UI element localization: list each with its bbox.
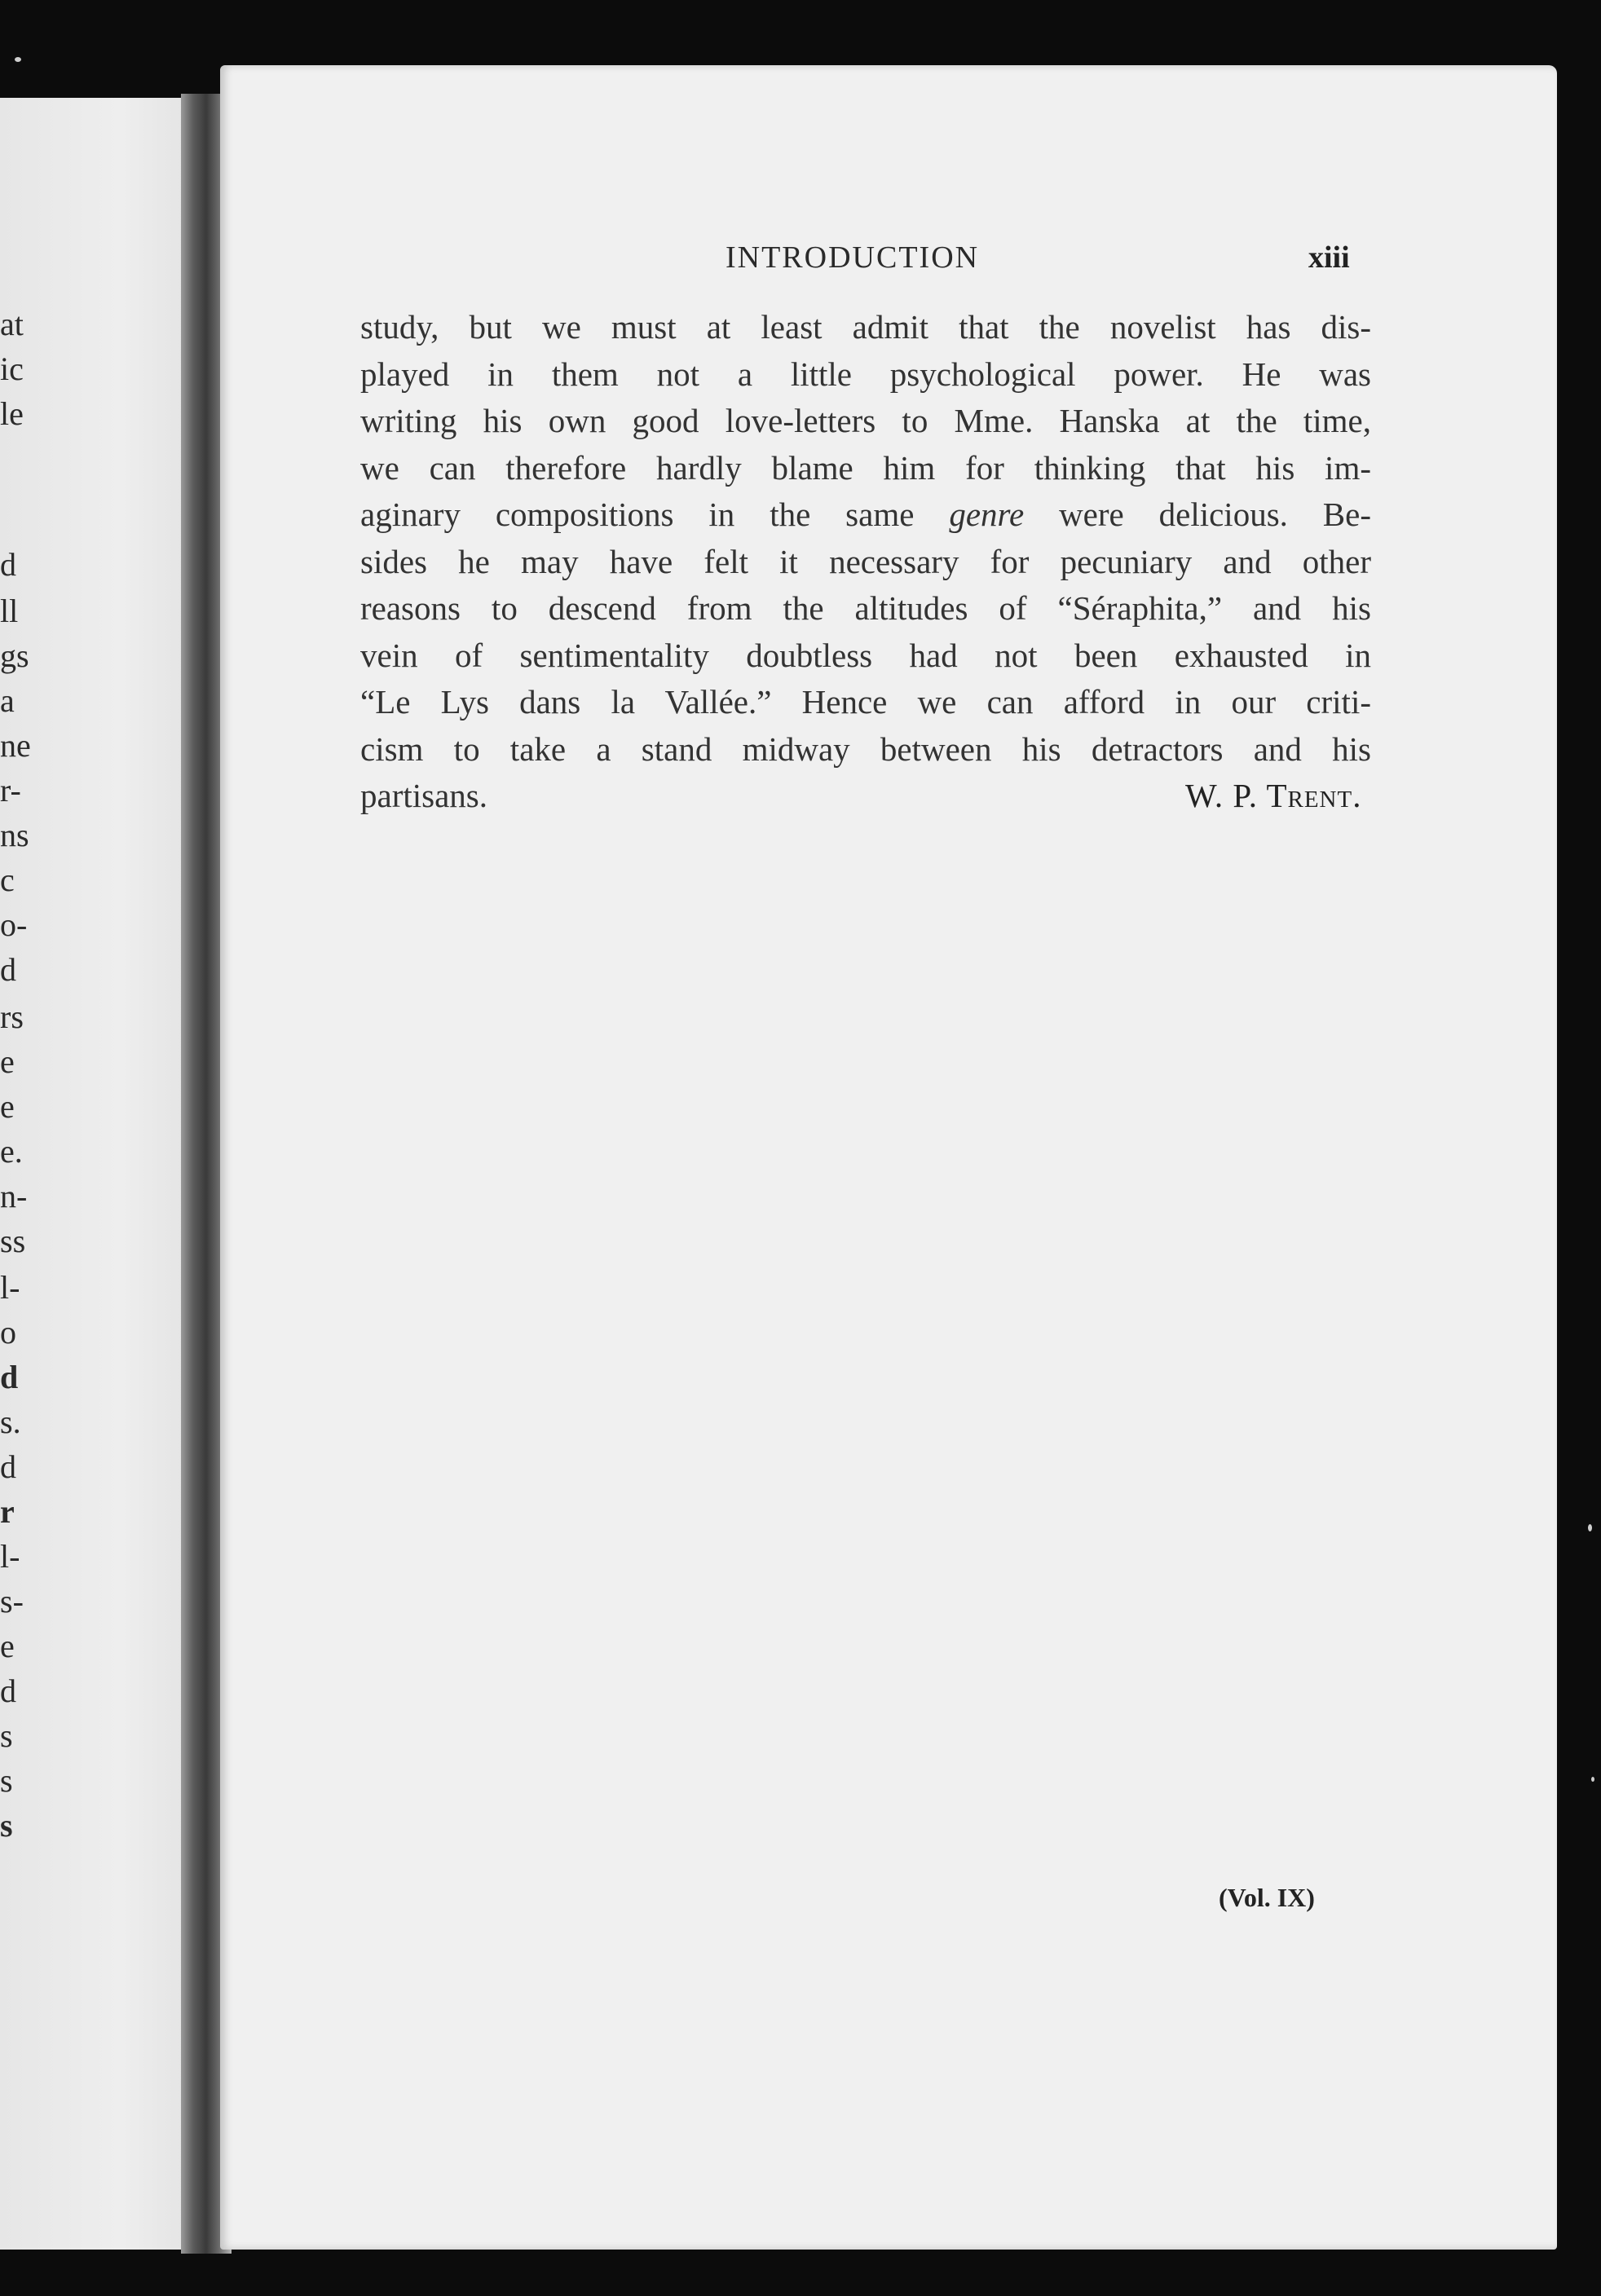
left-page-fragment: o- [0, 906, 28, 943]
left-page-fragment: d [0, 1672, 16, 1709]
left-page-fragment: ns [0, 817, 29, 853]
text-line: cism to take a stand midway between his detractors and his [360, 729, 1371, 768]
left-page-fragment: ss [0, 1223, 26, 1259]
running-head [220, 240, 1557, 280]
left-page-fragment: e [0, 1088, 15, 1125]
body-paragraph [360, 304, 1371, 820]
dust-speck [15, 57, 21, 62]
author-signature: W. P. Trent. [1185, 777, 1362, 814]
dust-speck [1591, 1777, 1594, 1782]
dust-speck [1588, 1524, 1592, 1531]
left-page-fragment: s [0, 1762, 13, 1799]
left-page-fragment: d [0, 1448, 16, 1485]
left-page-fragment: d [0, 951, 16, 988]
left-page-fragment: e [0, 1628, 15, 1664]
left-page-fragment: ic [0, 350, 24, 387]
text-line: reasons to descend from the altitudes of “Séraphita,” and his [360, 589, 1371, 627]
left-page-fragment: rs [0, 998, 24, 1035]
left-page-fragment: e. [0, 1133, 23, 1170]
left-page-fragment: a [0, 682, 15, 719]
left-page-fragment: ne [0, 727, 31, 764]
left-page-fragment: s- [0, 1583, 24, 1620]
text-line: writing his own good love-letters to Mme. Hanska at the time, [360, 402, 1371, 439]
left-page-fragment: d [0, 546, 16, 583]
text-line: vein of sentimentality doubtless had not been exhausted in [360, 636, 1371, 674]
left-page-fragment: c [0, 862, 15, 898]
text-line: study, but we must at least admit that the novelist has dis- [360, 308, 1371, 346]
text-line: we can therefore hardly blame him for thinking that his im- [360, 448, 1371, 487]
text-line: played in them not a little psychological power. He was [360, 355, 1371, 393]
left-page-fragment: r- [0, 772, 21, 809]
left-page-fragment: s. [0, 1404, 21, 1440]
left-page-fragment: le [0, 395, 24, 432]
text-line: sides he may have felt it necessary for pecuniary and other [360, 542, 1371, 580]
left-page-fragment: o [0, 1314, 16, 1351]
left-page-fragment: n- [0, 1178, 28, 1214]
left-page-fragment: gs [0, 637, 29, 674]
previous-page-edge [0, 98, 202, 2250]
left-page-fragment: e [0, 1043, 15, 1080]
left-page-fragment: ll [0, 593, 19, 629]
left-page-fragment: l- [0, 1538, 20, 1575]
current-page [220, 65, 1557, 2250]
volume-label: (Vol. IX) [1219, 1883, 1315, 1912]
text-line-final [360, 773, 1371, 820]
left-page-fragment: r [0, 1493, 15, 1530]
left-page-fragment: s [0, 1807, 13, 1844]
italic-word: genre [949, 496, 1025, 533]
left-page-fragment: s [0, 1717, 13, 1754]
running-head-title: INTRODUCTION [726, 240, 980, 275]
left-page-fragment: d [0, 1359, 19, 1395]
left-page-fragment: l- [0, 1269, 20, 1306]
text-line: aginary compositions in the same genre were delicious. Be- [360, 496, 1371, 533]
text-line-final-words: partisans. [360, 777, 487, 814]
text-line: “Le Lys dans la Vallée.” Hence we can afford in our criti- [360, 683, 1371, 721]
left-page-fragment: at [0, 306, 24, 342]
page-number: xiii [1308, 240, 1350, 275]
